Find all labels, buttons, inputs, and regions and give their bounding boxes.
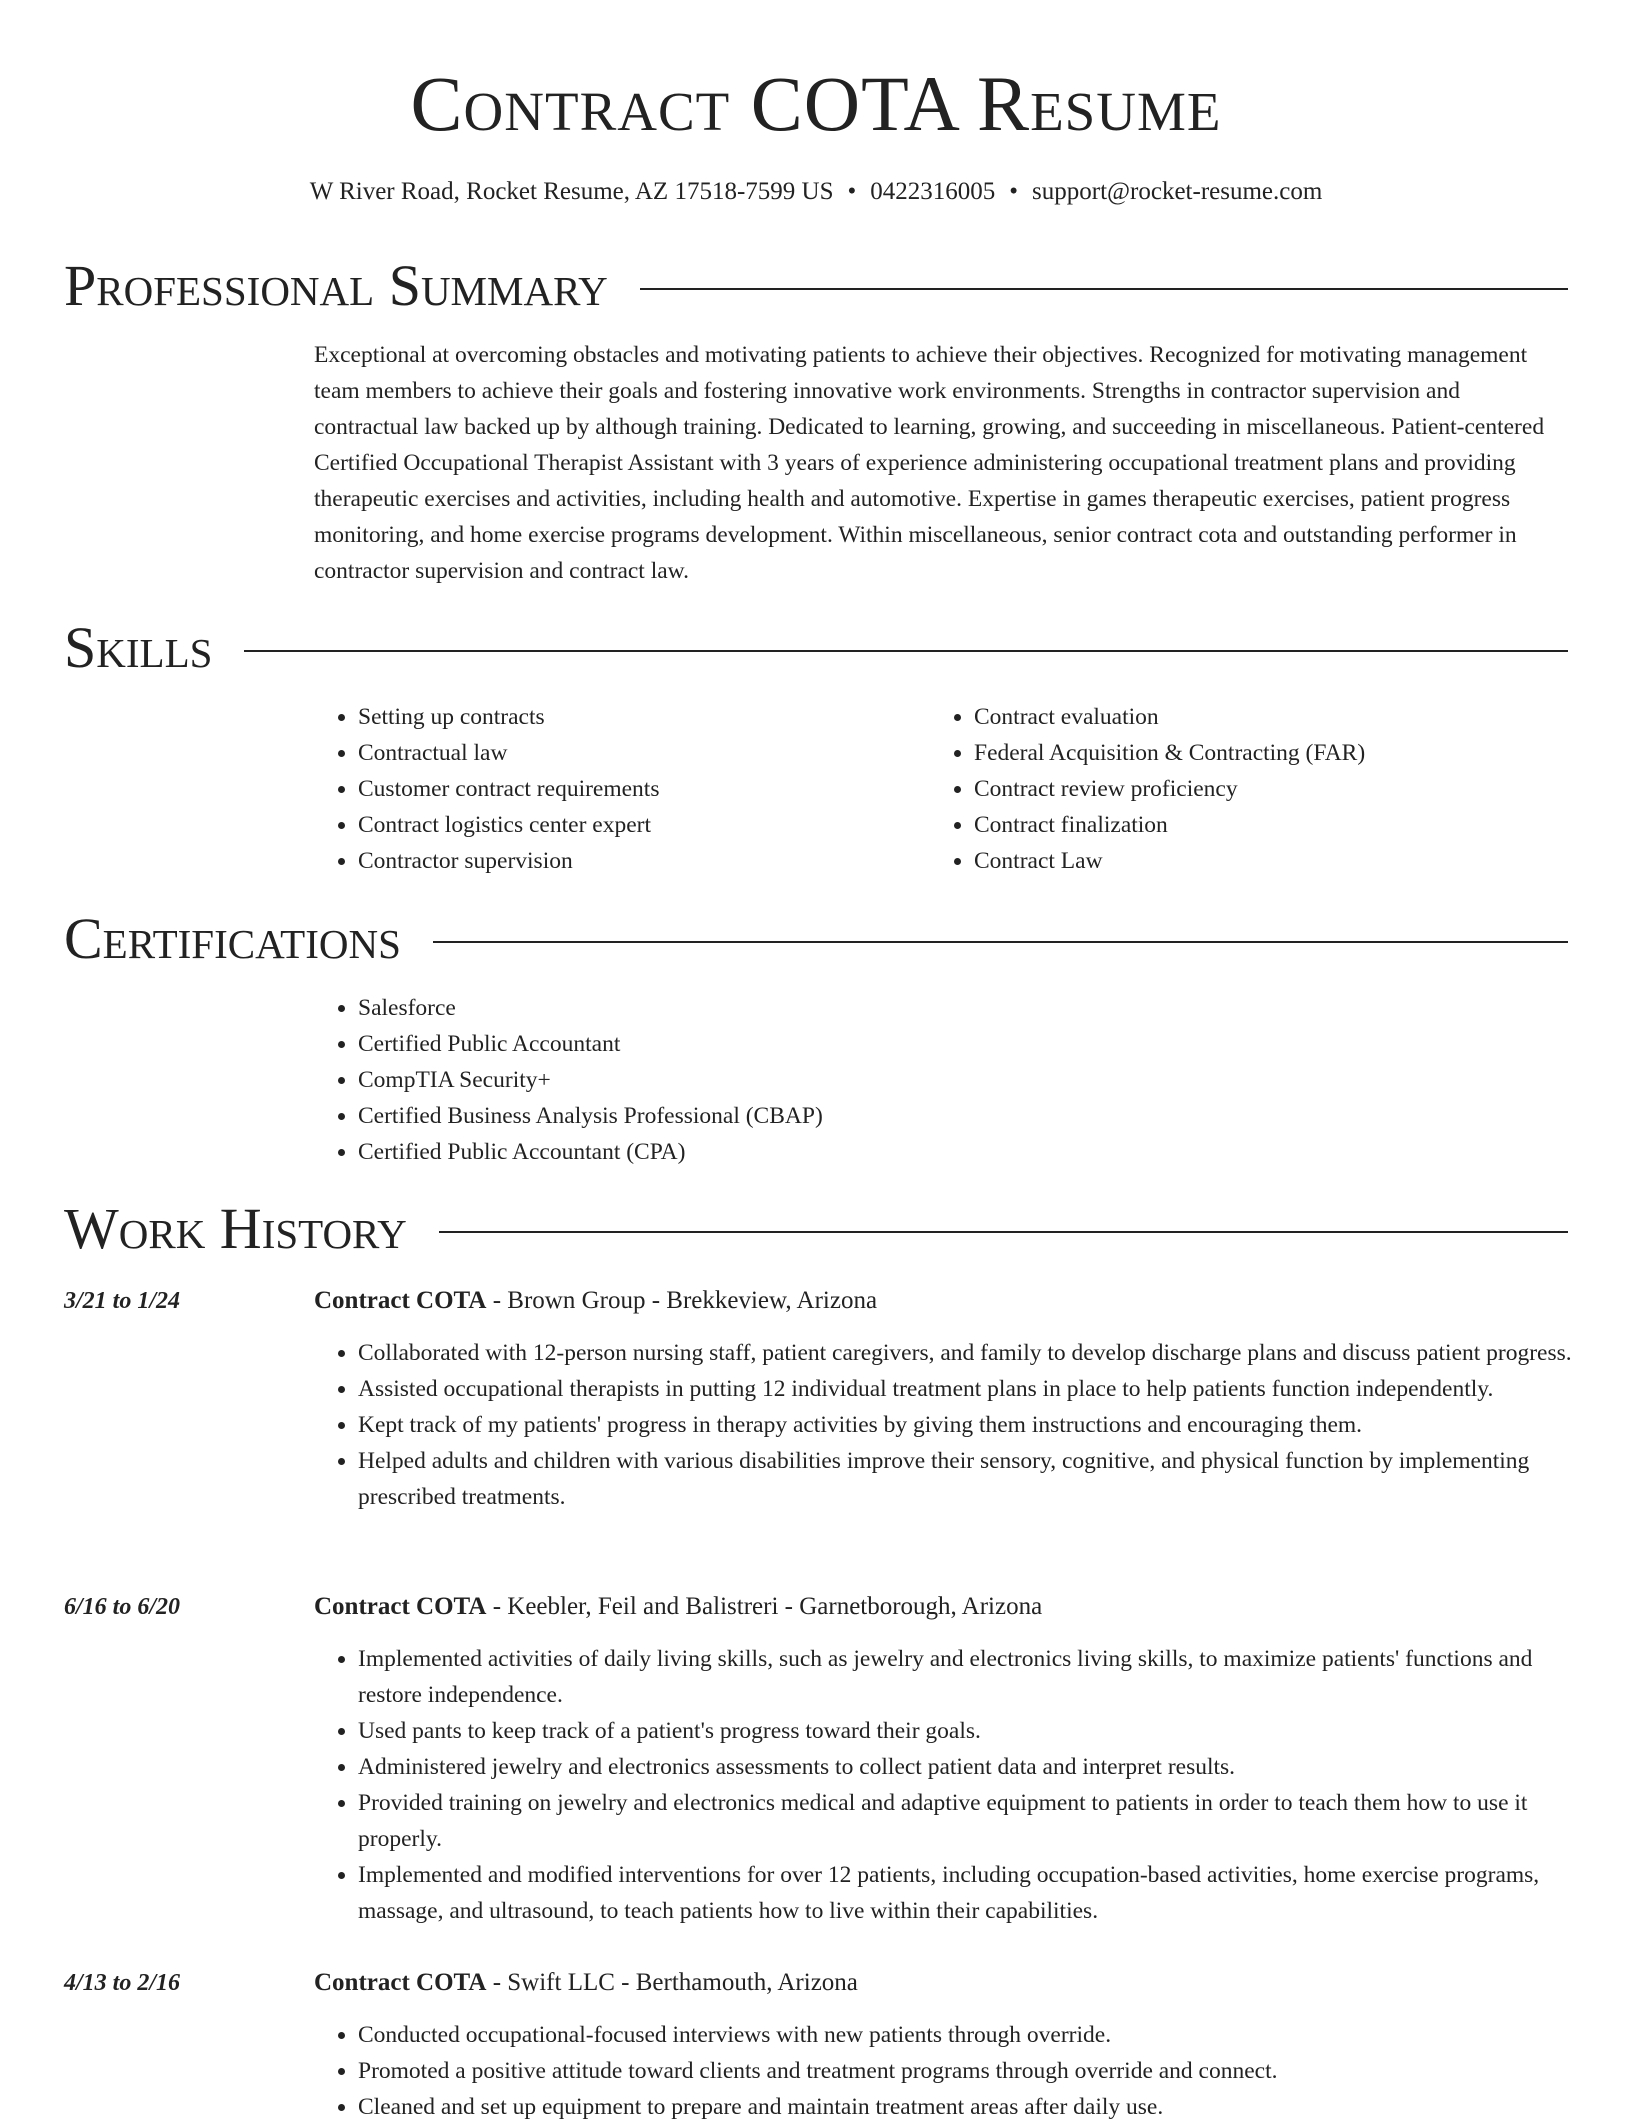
skill-item: • Contract Law [974,843,1604,879]
separator-dot: • [1009,178,1019,205]
job-bullet: • Provided training on jewelry and electronics medical and adaptive equipment to patients in order to teach them how to use it properly. [358,1785,1578,1857]
job-bullet: • Cleaned and set up equipment to prepare and maintain treatment areas after daily use. [358,2089,1578,2125]
certification-item: • Certified Business Analysis Professional (CBAP) [358,1098,1258,1134]
skill-item: • Federal Acquisition & Contracting (FAR) [974,735,1604,771]
skill-item: • Contractor supervision [358,843,958,879]
job-bullet: • Implemented activities of daily living skills, such as jewelry and electronics living skills, to maximize patients' functions and restore independence. [358,1641,1578,1713]
job-title-line [314,1965,1568,2001]
skill-item: • Contract logistics center expert [358,807,958,843]
job-bullets [314,1641,1578,1929]
job-dates: 4/13 to 2/16 [64,1970,181,1996]
skill-item: • Setting up contracts [358,699,958,735]
skill-item: • Contract finalization [974,807,1604,843]
skills-list-right [930,699,1604,879]
section-divider [433,941,1568,943]
job-title: Contract COTA [314,1969,487,1996]
work-history-section-header [64,1197,1568,1261]
skill-item: • Contract evaluation [974,699,1604,735]
certification-item: • Salesforce [358,990,1258,1026]
job-company-location: - Brown Group - Brekkeview, Arizona [486,1287,878,1314]
certifications-section-header [64,907,1568,971]
section-divider [244,650,1568,652]
summary-heading: Professional Summary [64,253,608,318]
job-title: Contract COTA [314,1287,487,1314]
summary-section-header [64,254,1568,318]
summary-text: Exceptional at overcoming obstacles and motivating patients to achieve their objectives. Recognized for motivating management team members to achieve their goals and fostering innovative work environments. Strengths in contractor supervision and contractual law backed up by although training. Dedicated to learning, growing, and succeeding in miscellaneous. Patient-centered Certified Occupational Therapist Assistant with 3 years of experience administering occupational treatment plans and providing therapeutic exercises and activities, including health and automotive. Expertise in games therapeutic exercises, patient progress monitoring, and home exercise programs development. Within miscellaneous, senior contract cota and outstanding performer in contractor supervision and contract law. [314,342,1545,584]
job-bullet: • Kept track of my patients' progress in therapy activities by giving them instructions and encouraging them. [358,1407,1578,1443]
job-dates: 6/16 to 6/20 [64,1594,181,1620]
job-bullets [314,1335,1578,1515]
certification-item: • Certified Public Accountant [358,1026,1258,1062]
email: support@rocket-resume.com [1032,178,1323,205]
skill-item: • Contractual law [358,735,958,771]
certification-item: • Certified Public Accountant (CPA) [358,1134,1258,1170]
job-bullets [314,2017,1578,2125]
skill-item: • Customer contract requirements [358,771,958,807]
job-bullet: • Implemented and modified interventions for over 12 patients, including occupation-based activities, home exercise programs, massage, and ultrasound, to teach patients how to live within their capabilities. [358,1857,1578,1929]
certifications-list [314,990,1258,1170]
job-bullet: • Helped adults and children with various disabilities improve their sensory, cognitive, and physical function by implementing prescribed treatments. [358,1443,1578,1515]
certification-item: • CompTIA Security+ [358,1062,1258,1098]
separator-dot: • [847,178,857,205]
skill-item: • Contract review proficiency [974,771,1604,807]
job-bullet: • Promoted a positive attitude toward clients and treatment programs through override and connect. [358,2053,1578,2089]
job-bullet: • Used pants to keep track of a patient's progress toward their goals. [358,1713,1578,1749]
address: W River Road, Rocket Resume, AZ 17518-7599 US [309,178,834,205]
skills-list-left [314,699,958,879]
job-bullet: • Conducted occupational-focused interviews with new patients through override. [358,2017,1578,2053]
job-title: Contract COTA [314,1593,487,1620]
job-company-location: - Keebler, Feil and Balistreri - Garnetborough, Arizona [486,1593,1043,1620]
job-bullet: • Collaborated with 12-person nursing staff, patient caregivers, and family to develop discharge plans and discuss patient progress. [358,1335,1578,1371]
certifications-heading: Certifications [64,906,401,971]
resume-title: Contract COTA Resume [410,60,1222,147]
section-divider [640,288,1568,290]
job-bullet: • Assisted occupational therapists in putting 12 individual treatment plans in place to help patients function independently. [358,1371,1578,1407]
skills-heading: Skills [64,615,213,680]
skills-section-header [64,616,1568,680]
job-title-line [314,1283,1568,1319]
work-history-heading: Work History [64,1196,407,1261]
contact-line [0,172,1632,212]
job-company-location: - Swift LLC - Berthamouth, Arizona [486,1969,858,1996]
section-divider [439,1231,1568,1233]
job-dates: 3/21 to 1/24 [64,1288,181,1314]
job-title-line [314,1589,1568,1625]
job-bullet: • Administered jewelry and electronics assessments to collect patient data and interpret results. [358,1749,1578,1785]
phone: 0422316005 [870,178,996,205]
